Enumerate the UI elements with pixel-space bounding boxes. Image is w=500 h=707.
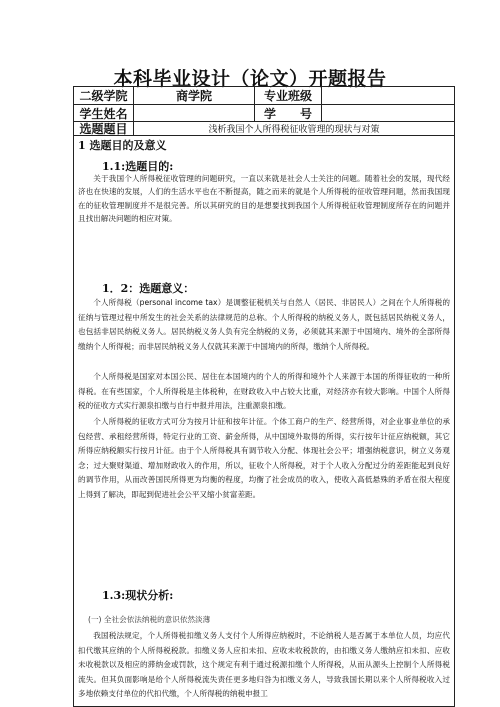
page-title: 本科毕业设计（论文）开题报告	[113, 68, 387, 90]
section-1-1-paragraph: 关于我国个人所得税征收管理的问题研究，一直以来就是社会人士关注的问题。随着社会的发展，现代经济也在快速的发展，人们的生活水平也在不断提高，随之而来的就是个人所得税的征收管理问题，然而我国现在的征收管理制度并不是很完善。所以其研究的目的是想要找到我国个人所得税征收管理制度所存在的问题并且找出解决问题的相应对策。	[78, 174, 450, 224]
name-label: 学生姓名	[74, 105, 134, 121]
form-row-college	[74, 87, 454, 105]
section-1-1-heading: 1.1:选题目的:	[102, 160, 174, 173]
section-1-2-paragraph-3: 个人所得税的征收方式可分为按月计征和按年计征。个体工商户的生产、经营所得，对企业事业单位的承包经营、承租经营所得，特定行业的工资、薪金所得，从中国境外取得的所得，实行按年计征应纳税额，其它所得应纳税额实行按月计征。由于个人所得税具有调节收入分配、体现社会公平；增强纳税意识，树立义务观念；过大聚财渠道、增加财政收入的作用，所以，征收个人所得税，对于个人收入分配过分的差距能起到良好的调节作用，从而改善国民所得更为均衡的程度，均衡了社会成员的收入，使收入高低悬殊的矛盾在很大程度上得到了解决，即起到促进社会公平又缩小贫富差距。	[78, 417, 450, 499]
section-1-3-heading: 1.3:现状分析:	[102, 589, 174, 602]
section-1-3-paragraph: 我国税法规定，个人所得税扣缴义务人支付个人所得应纳税时，不论纳税人是否属于本单位人员，均应代扣代缴其应纳的个人所得税税款。扣缴义务人应扣未扣、应收未收税款的，由扣缴义务人缴纳应扣未扣、应收未收税款以及相应的滞纳金或罚款，这个规定有利于通过税源扣缴个人所得税，从而从源头上控制个人所得税流失。但其负面影响是给个人所得税流失责任更多地归咎为扣缴义务人，导致我国长期以来个人所得税收入过多地依赖支付单位的代扣代缴，个人所得税的纳税申报工	[78, 631, 450, 699]
college-label: 二级学院	[74, 87, 134, 104]
form-row-topic	[74, 122, 454, 136]
section-1-2-paragraph-2: 个人所得税是国家对本国公民、居住在本国境内的个人的所得和境外个人来源于本国的所得征收的一种所得税。在有些国家，个人所得税是主体税种，在财政收入中占较大比重，对经济亦有较大影响。中国个人所得税的征收方式实行源泉扣缴与自行申报并用法，注重源泉扣缴。	[78, 372, 450, 411]
section-1-2-paragraph-1: 个人所得税（personal income tax）是调整征税机关与自然人（居民、非居民人）之间在个人所得税的征纳与管理过程中所发生的社会关系的法律规范的总称。个人所得税的纳税义务人，既包括居民纳税义务人，也包括非居民纳税义务人。居民纳税义务人负有完全纳税的义务，必须就其来源于中国境内、境外的全部所得缴纳个人所得税；而非居民纳税义务人仅就其来源于中国境内的所得，缴纳个人所得税。	[78, 298, 450, 351]
id-value	[322, 105, 454, 121]
form-row-name	[74, 105, 454, 122]
section-1-heading: 1 选题目的及意义	[78, 139, 167, 152]
section-1-2-heading: 1．2：选题意义：	[102, 282, 195, 295]
name-value	[134, 105, 255, 121]
section-1-3-subheading: (一) 全社会依法纳税的意识依然淡薄	[88, 615, 211, 624]
proposal-content	[74, 136, 454, 706]
proposal-form	[73, 86, 455, 707]
id-label: 学 号	[255, 105, 322, 121]
college-value: 商学院	[134, 87, 255, 104]
topic-value: 浅析我国个人所得税征收管理的现状与对策	[208, 125, 380, 135]
major-value	[322, 87, 454, 104]
topic-label: 选题题目	[74, 122, 134, 135]
major-label: 专业班级	[255, 87, 322, 104]
